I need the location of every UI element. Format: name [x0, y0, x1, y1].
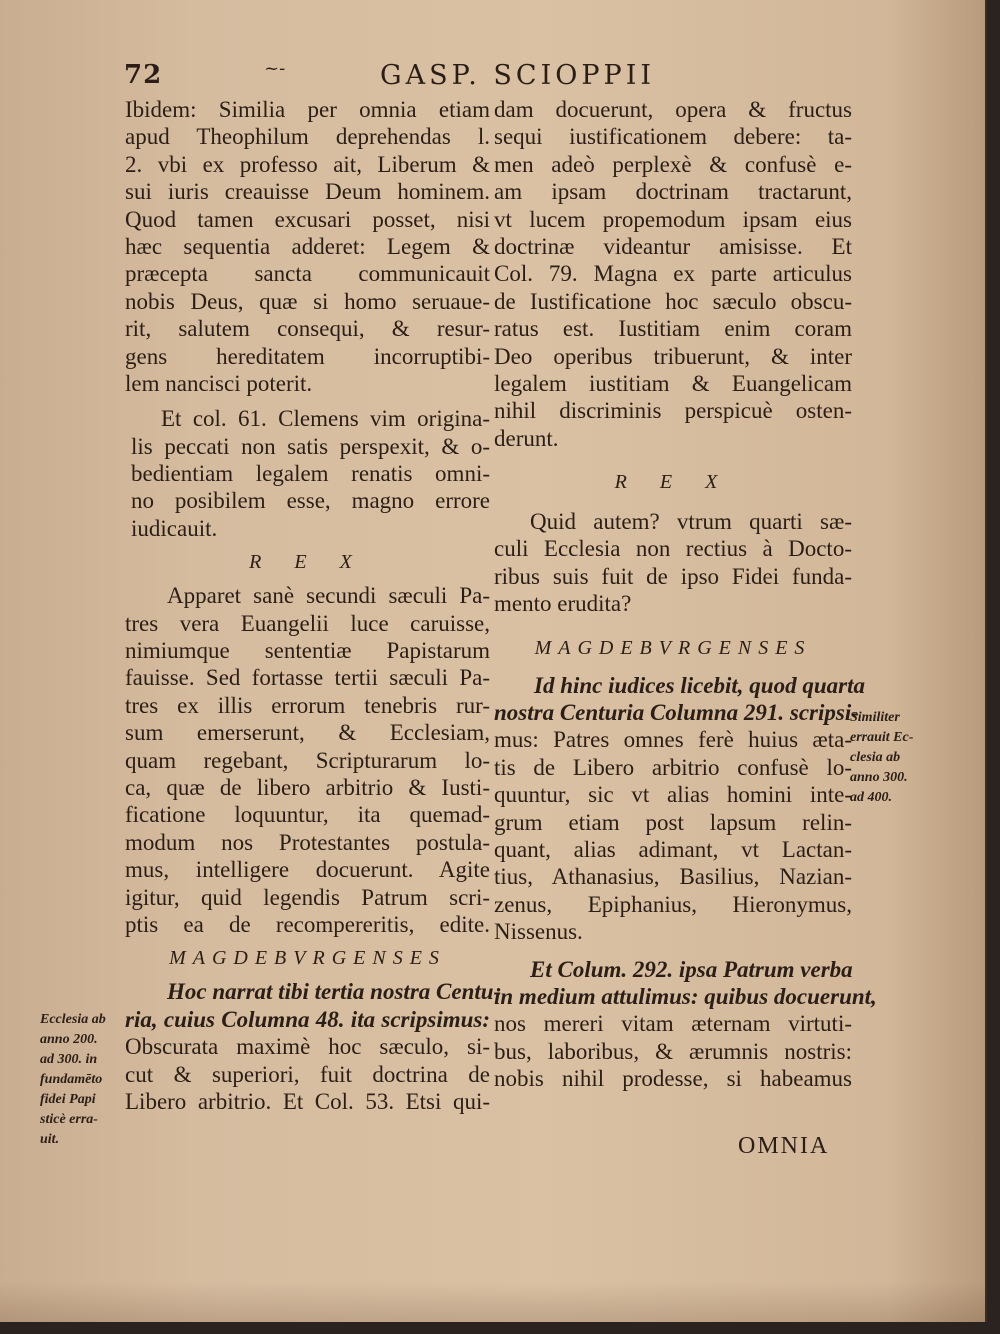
- margin-note-line: ad 300. in: [40, 1052, 98, 1067]
- margin-note-line: errauit Ec-: [850, 730, 914, 745]
- text-line: Apparet sanè secundi sæculi Pa-: [167, 583, 490, 609]
- speaker-heading-rex: R E X: [249, 551, 366, 574]
- running-title: GASP. SCIOPPII: [380, 60, 656, 91]
- margin-note-line: uit.: [40, 1132, 60, 1147]
- text-line: grum etiam post lapsum relin-: [494, 809, 852, 835]
- text-line: modum nos Protestantes postula-: [125, 829, 490, 855]
- paragraph-dam-docuerunt: [494, 96, 852, 452]
- text-line: quam regebant, Scripturarum lo-: [125, 747, 490, 773]
- text-line: nimiumque sententiæ Papistarum: [125, 638, 490, 664]
- text-line: iudicauit.: [131, 515, 218, 541]
- text-line: dam docuerunt, opera & fructus: [494, 97, 852, 122]
- text-line: nihil discriminis perspicuè osten-: [494, 398, 852, 424]
- text-line: sequi iustificationem debere: ta-: [494, 124, 852, 150]
- text-line: legalem iustitiam & Euangelicam: [494, 370, 852, 396]
- margin-note-line: anno 200.: [40, 1032, 98, 1047]
- paragraph-et-col-61: [125, 405, 490, 542]
- text-line: de Iustificatione hoc sæculo obscu-: [494, 288, 852, 314]
- text-line: am ipsam doctrinam tractarunt,: [494, 179, 852, 205]
- text-line: doctrinæ videantur amisisse. Et: [494, 233, 852, 259]
- margin-note-line: fundamēto: [40, 1072, 103, 1087]
- text-line: lis peccati non satis perspexit, & o-: [131, 433, 490, 459]
- paragraph-et-colum-292: [494, 956, 877, 1093]
- text-line: ribus suis fuit de ipso Fidei funda-: [494, 563, 852, 589]
- text-line: nos mereri vitam æternam virtuti-: [494, 1011, 852, 1037]
- text-line: culi Ecclesia non rectius à Docto-: [494, 536, 852, 562]
- text-line: præcepta sancta communicauit: [125, 261, 490, 287]
- margin-note-right: [850, 708, 913, 808]
- margin-note-line: ad 400.: [850, 790, 892, 805]
- text-line: ria, cuius Columna 48. ita scripsimus:: [125, 1006, 490, 1032]
- text-line: tres vera Euangelii luce caruisse,: [125, 610, 490, 636]
- catchword: OMNIA: [738, 1133, 830, 1159]
- text-line: mus: Patres omnes ferè huius æta-: [494, 727, 852, 753]
- margin-note-line: anno 300.: [850, 770, 908, 785]
- text-line: hæc sequentia adderet: Legem &: [125, 233, 490, 259]
- text-line: igitur, quid legendis Patrum scri-: [125, 884, 490, 910]
- text-line: Hoc narrat tibi tertia nostra Centu-: [167, 979, 502, 1005]
- text-line: vt lucem propemodum ipsam eius: [494, 206, 852, 232]
- text-line: Quid autem? vtrum quarti sæ-: [530, 509, 852, 535]
- text-line: zenus, Epiphanius, Hieronymus,: [494, 891, 852, 917]
- margin-note-line: sticè erra-: [40, 1112, 98, 1127]
- margin-note-line: Ecclesia ab: [40, 1012, 106, 1027]
- text-line: Et Colum. 292. ipsa Patrum verba: [530, 956, 853, 982]
- text-line: sum emerserunt, & Ecclesiam,: [125, 720, 490, 746]
- text-line: bus, laboribus, & ærumnis nostris:: [494, 1038, 852, 1064]
- text-line: ptis ea de recompereritis, edite.: [125, 911, 490, 937]
- margin-note-line: Similiter: [850, 710, 900, 725]
- text-line: nostra Centuria Columna 291. scripsi-: [494, 700, 859, 726]
- paragraph-hoc-narrat: [125, 978, 502, 1115]
- text-line: lem nancisci poterit.: [125, 370, 313, 396]
- text-line: Quod tamen excusari posset, nisi: [125, 206, 490, 232]
- text-line: Deo operibus tribuerunt, & inter: [494, 343, 852, 369]
- text-line: ca, quæ de libero arbitrio & Iusti-: [125, 774, 490, 800]
- speaker-heading-rex: R E X: [614, 471, 732, 494]
- text-line: tius, Athanasius, Basilius, Nazian-: [494, 864, 852, 890]
- paragraph-quid-autem: [494, 508, 852, 618]
- paragraph-apparet: [125, 582, 490, 938]
- text-line: tis de Libero arbitrio confusè lo-: [494, 754, 852, 780]
- running-head: [0, 58, 985, 98]
- text-line: Nissenus.: [494, 919, 583, 945]
- text-line: sui iuris creauisse Deum hominem.: [125, 179, 490, 205]
- text-line: Et col. 61. Clemens vim origina-: [161, 406, 490, 432]
- text-line: ficatione loquuntur, ita quemad-: [125, 802, 490, 828]
- left-column: [125, 96, 502, 1115]
- text-line: Id hinc iudices licebit, quod quarta: [534, 672, 865, 698]
- text-line: mus, intelligere docuerunt. Agite: [125, 857, 490, 883]
- paragraph-id-hinc: [494, 672, 865, 946]
- text-line: Libero arbitrio. Et Col. 53. Etsi qui-: [125, 1088, 490, 1114]
- text-line: no posibilem esse, magno errore: [131, 488, 490, 514]
- page-number: 72: [124, 60, 163, 90]
- text-line: cut & superiori, fuit doctrina de: [125, 1061, 490, 1087]
- text-line: Col. 79. Magna ex parte articulus: [494, 261, 852, 287]
- text-line: derunt.: [494, 425, 559, 451]
- text-line: mento erudita?: [494, 591, 632, 617]
- margin-note-line: clesia ab: [850, 750, 901, 765]
- text-line: rit, salutem consequi, & resur-: [125, 316, 490, 342]
- paragraph-ibidem: [125, 96, 490, 397]
- text-line: in medium attulimus: quibus docuerunt,: [494, 983, 877, 1009]
- text-line: nobis Deus, quæ si homo seruaue-: [125, 288, 490, 314]
- margin-note-line: fidei Papi: [40, 1092, 96, 1107]
- text-line: apud Theophilum deprehendas l.: [125, 124, 490, 150]
- text-line: fauisse. Sed fortasse tertii sæculi Pa-: [125, 665, 490, 691]
- text-line: Obscurata maximè hoc sæculo, si-: [125, 1034, 490, 1060]
- text-line: bedientiam legalem renatis omni-: [131, 461, 490, 487]
- speaker-heading-magdeburgenses: MAGDEBVRGENSES: [169, 947, 446, 970]
- speaker-heading-magdeburgenses: MAGDEBVRGENSES: [534, 636, 812, 659]
- margin-note-left: [40, 1010, 106, 1150]
- text-line: 2. vbi ex professo ait, Liberum &: [125, 151, 490, 177]
- text-line: ratus est. Iustitiam enim coram: [494, 316, 852, 342]
- text-line: gens hereditatem incorruptibi-: [125, 343, 490, 369]
- text-line: tres ex illis errorum tenebris rur-: [125, 692, 490, 718]
- text-line: quant, alias adimant, vt Lactan-: [494, 836, 852, 862]
- text-line: Ibidem: Similia per omnia etiam: [125, 97, 490, 122]
- text-line: quuntur, sic vt alias homini inte-: [494, 782, 852, 808]
- text-line: men adeò perplexè & confusè e-: [494, 151, 852, 177]
- text-line: nobis nihil prodesse, si habeamus: [494, 1066, 852, 1092]
- head-ornament: ~-: [264, 58, 286, 79]
